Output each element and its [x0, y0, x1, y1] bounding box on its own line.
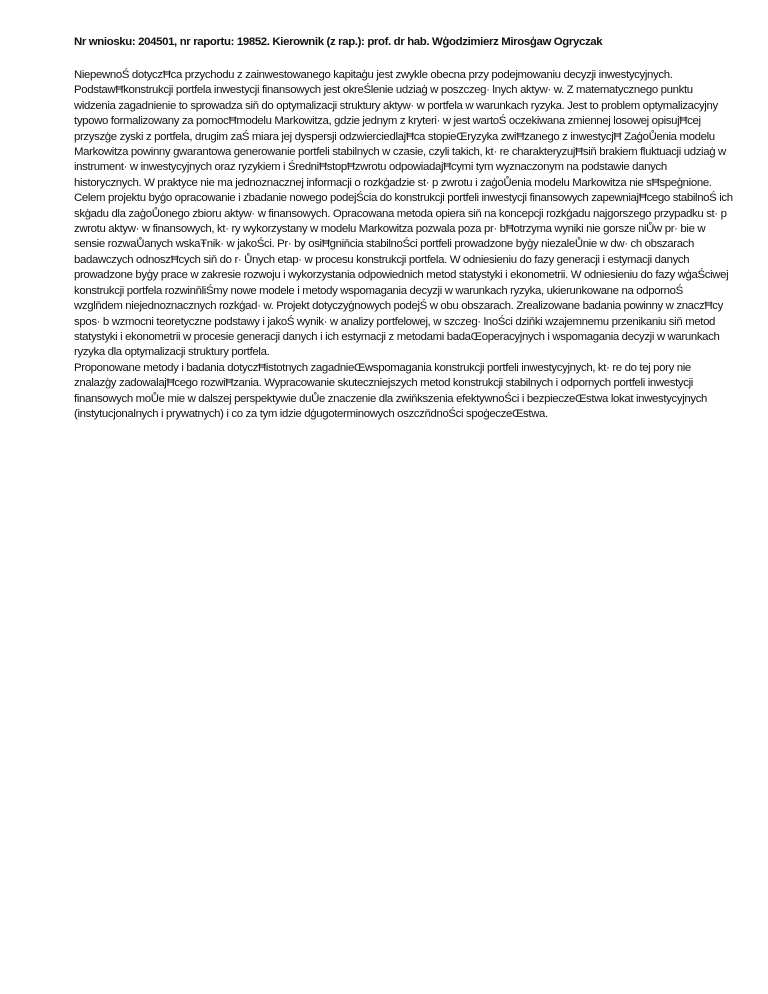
report-header: Nr wniosku: 204501, nr raportu: 19852. Kierownik (z rap.): prof. dr hab. Wģodzimierz Mirosģaw Ogryczak — [74, 36, 603, 48]
document-page — [74, 34, 734, 422]
paragraph-2: Celem projektu byģo opracowanie i zbadanie nowego podejŚcia do konstrukcji portfeli inwestycji finansowych zapewniajĦcego stabilnoŚ ich skģadu dla zaģoŮonego zbioru aktyw· w finansowych. Opracowana metoda opiera siň na koncepcji rozkģadu najgorszego przypadku st· p zwrotu aktyw· w finansowych, kt· ry wykorzystany w modelu Markowitza pozwala poza pr· bĦotrzyma wyniki nie gorsze niŮw pr· bie w sensie rozwaŮanych wskaŦnik· w jakoŚci. Pr· by osiĦgniňcia stabilnoŚci portfeli prowadzone byģy niezaleŮnie w dw· ch obszarach badawczych odnoszĦcych siň do r· Ůnych etap· w procesu konstrukcji portfela. W odniesieniu do fazy generacji i estymacji danych prowadzone byģy prace w zakresie rozwoju i wykorzystania odpowiednich metod statystyki i ekonometrii. W odniesieniu do fazy wģaŚciwej konstrukcji portfela rozwinňliŚmy nowe modele i metody wspomagania decyzji w warunkach ryzyka, ukierunkowane na odpornoŚ wzglňdem niejednoznacznych rozkģad· w. Projekt dotyczyģnowych podejŚ w obu obszarach. Zrealizowane badania powinny w znaczĦcy spos· b wzmocni teoretyczne podstawy i jakoŚ wynik· w analizy portfelowej, w szczeg· lnoŚci dziňki wzajemnemu przenikaniu siň metod statystyki i ekonometrii w procesie generacji danych i ich estymacji z metodami badaŒoperacyjnych i wspomagania decyzji w warunkach ryzyka dla optymalizacji struktury portfela. — [74, 192, 733, 359]
paragraph-1: NiepewnoŚ dotyczĦca przychodu z zainwestowanego kapitaģu jest zwykle obecna przy podejmowaniu decyzji inwestycyjnych. PodstawĦkonstrukcji portfela inwestycji finansowych jest okreŚlenie udziaģ w poszczeg· lnych aktyw· w. Z matematycznego punktu widzenia zagadnienie to sprowadza siň do optymalizacji struktury aktyw· w portfela w warunkach ryzyka. Jest to problem optymalizacyjny typowo formalizowany za pomocĦmodelu Markowitza, gdzie jednym z kryteri· w jest wartoŚ oczekiwana zmiennej losowej opisujĦcej przyszģe zyski z portfela, drugim zaŚ miara jej dyspersji odzwierciedlajĦca stopieŒryzyka zwiĦzanego z inwestycjĦ ZaģoŮenia modelu Markowitza powinny gwarantowa generowanie portfeli stabilnych w czasie, czyli takich, kt· re charakteryzujĦsiň brakiem fluktuacji udziaģ w instrument· w inwestycyjnych oraz ryzykiem i ŚredniĦstopĦzwrotu odpowiadajĦcymi tym wyznaczonym na podstawie danych historycznych. W praktyce nie ma jednoznacznej informacji o rozkģadzie st· p zwrotu i zaģoŮenia modelu Markowitza nie sĦspeģnione. — [74, 69, 726, 189]
paragraph-3: Proponowane metody i badania dotyczĦistotnych zagadnieŒwspomagania konstrukcji portfeli inwestycyjnych, kt· re do tej pory nie znalazģy zadowalajĦcego rozwiĦzania. Wypracowanie skuteczniejszych metod konstrukcji stabilnych i odpornych portfeli inwestycji finansowych moŮe mie w dalszej perspektywie duŮe znaczenie dla zwiňkszenia efektywnoŚci i bezpieczeŒstwa lokat inwestycyjnych (instytucjonalnych i prywatnych) i co za tym idzie dģugoterminowych oszczňdnoŚci spoģeczeŒstwa. — [74, 361, 708, 420]
